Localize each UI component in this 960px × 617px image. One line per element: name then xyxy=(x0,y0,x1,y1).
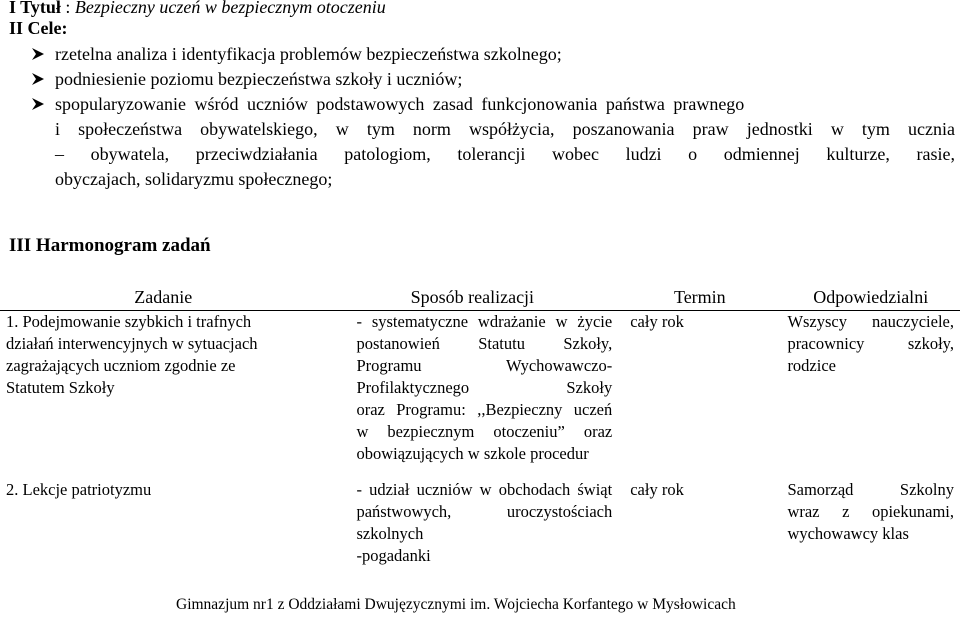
task-cell: 1. Podejmowanie szybkich i trafnych działań interwencyjnych w sytuacjach zagrażających uczniom zgodnie ze Statutem Szkoły xyxy=(6,312,258,397)
term-cell: cały rok xyxy=(630,480,684,499)
responsible-cell: Wszyscy nauczyciele, pracownicy szkoły, rodzice xyxy=(787,312,954,375)
title-separator: : xyxy=(60,0,75,17)
arrow-bullet-icon xyxy=(31,69,55,89)
goal-text: podniesienie poziomu bezpieczeństwa szkoły i uczniów; xyxy=(55,69,463,89)
goal-continuation: i społeczeństwa obywatelskiego, w tym norm współżycia, poszanowania praw jednostki w tym ucznia xyxy=(55,119,955,139)
page-footer: Gimnazjum nr1 z Oddziałami Dwujęzycznymi im. Wojciecha Korfantego w Mysłowicach xyxy=(176,596,736,613)
table-row xyxy=(0,309,960,477)
table-header-row xyxy=(0,285,960,309)
goal-item xyxy=(31,94,951,115)
goal-text: rzetelna analiza i identyfikacja problemów bezpieczeństwa szkolnego; xyxy=(55,44,562,64)
header-task: Zadanie xyxy=(134,286,193,307)
schedule-heading: III Harmonogram zadań xyxy=(9,235,211,256)
schedule-table xyxy=(0,285,960,569)
document-title xyxy=(9,0,386,18)
goal-text: spopularyzowanie wśród uczniów podstawowych zasad funkcjonowania państwa prawnego xyxy=(55,94,745,114)
header-term: Termin xyxy=(673,286,726,307)
title-label: I Tytuł xyxy=(9,0,61,17)
header-method: Sposób realizacji xyxy=(410,286,535,307)
arrow-bullet-icon xyxy=(31,94,55,114)
term-cell: cały rok xyxy=(630,312,684,331)
goal-continuation: – obywatela, przeciwdziałania patologiom, tolerancji wobec ludzi o odmiennej kulturze, rasie, xyxy=(55,144,955,164)
header-responsible: Odpowiedzialni xyxy=(813,286,929,307)
goals-heading: II Cele: xyxy=(9,18,68,38)
arrow-bullet-icon xyxy=(31,44,55,64)
responsible-cell: Samorząd Szkolny wraz z opiekunami, wychowawcy klas xyxy=(787,480,954,543)
task-cell: 2. Lekcje patriotyzmu xyxy=(6,480,152,499)
title-text: Bezpieczny uczeń w bezpiecznym otoczeniu xyxy=(74,0,386,17)
method-cell: - udział uczniów w obchodach świąt państwowych, uroczystościach szkolnych -pogadanki xyxy=(356,480,613,565)
goal-item xyxy=(31,44,562,65)
table-row xyxy=(0,477,960,569)
goal-continuation: obyczajach, solidaryzmu społecznego; xyxy=(55,169,333,189)
goal-item xyxy=(31,69,462,90)
method-cell: - systematyczne wdrażanie w życie postanowień Statutu Szkoły, Programu Wychowawczo- Profilaktycznego Szkoły oraz Programu: ,,Bezpieczny uczeń w bezpiecznym otoczeniu” oraz obowiązujących w szkole procedur xyxy=(356,312,613,463)
